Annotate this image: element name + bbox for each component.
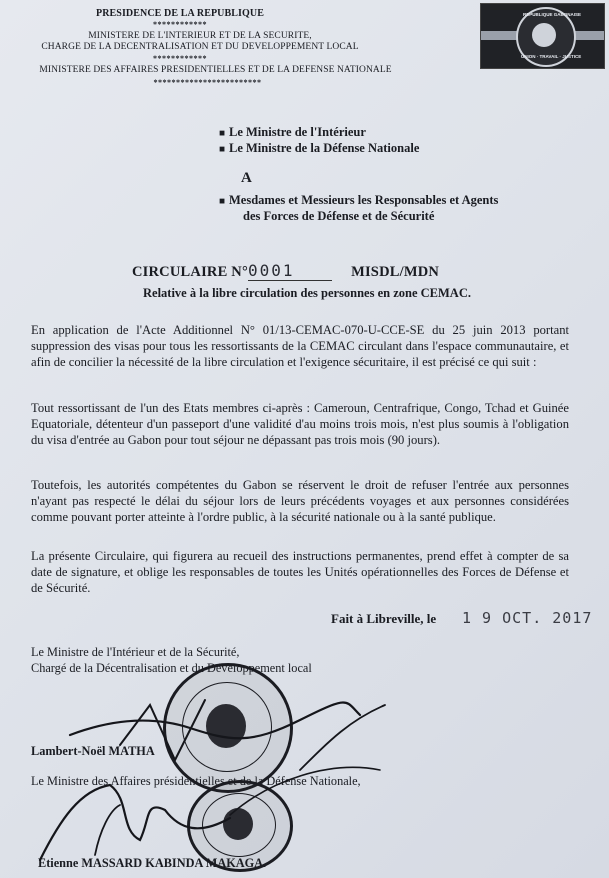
- circulaire-ref: MISDL/MDN: [351, 264, 440, 280]
- header-stars-3: ************************: [153, 78, 262, 87]
- bullet-icon: ■: [219, 196, 226, 207]
- bullet-icon: ■: [219, 144, 226, 155]
- circulaire-label: CIRCULAIRE N°: [132, 264, 248, 280]
- emblem-top-text: REPUBLIQUE GABONAISE: [523, 12, 582, 17]
- date-stamp: 1 9 OCT. 2017: [462, 609, 593, 627]
- paragraph-1: En application de l'Acte Additionnel N° 01/13-CEMAC-070-U-CCE-SE du 25 juin 2013 portant suppression des visas pour tous les ressortissants de la CEMAC circulant dans l'espace communautaire, et afin de concilier la nécessité de la libre circulation et l'exigence sécuritaire, il est précisé ce qui suit :: [31, 323, 569, 369]
- paragraph-4: La présente Circulaire, qui figurera au recueil des instructions permanentes, prend effet à compter de sa date de signature, et oblige les responsables de toutes les Unités opérationnelles des Forces de Défense et de Sécurité.: [31, 549, 569, 595]
- minister2-name: Etienne MASSARD KABINDA MAKAGA.: [38, 856, 267, 870]
- minister1-title-line2: Chargé de la Décentralisation et du Développement local: [31, 661, 312, 675]
- ministere-interieur-line2: CHARGE DE LA DECENTRALISATION ET DU DEVELOPPEMENT LOCAL: [41, 42, 359, 52]
- circulaire-subject: Relative à la libre circulation des personnes en zone CEMAC.: [143, 286, 471, 300]
- minister1-title-line1: Le Ministre de l'Intérieur et de la Sécurité,: [31, 645, 240, 659]
- header-stars-2: ************: [153, 54, 207, 63]
- minister1-name: Lambert-Noël MATHA: [31, 744, 155, 758]
- paragraph-2: Tout ressortissant de l'un des Etats membres ci-après : Cameroun, Centrafrique, Congo, Tchad et Guinée Equatoriale, détenteur d'un passeport d'une validité d'au moins trois mois, n'est plus soumis à l'obligation du visa d'entrée au Gabon pour tout séjour ne dépassant pas trois mois (90 jours).: [31, 401, 569, 447]
- circulaire-number: 0001: [248, 261, 332, 281]
- emblem-motto: UNION · TRAVAIL · JUSTICE: [521, 54, 582, 59]
- paragraph-3: Toutefois, les autorités compétentes du Gabon se réservent le droit de refuser l'entrée aux personnes n'ayant pas respecté le délai du séjour lors de leurs précédents voyages et aux personnes considérées comme pouvant porter atteinte à l'ordre public, à la sécurité nationale ou à la santé publique.: [31, 478, 569, 524]
- bullet-icon: ■: [219, 128, 226, 139]
- from-minister-interior: ■ Le Ministre de l'Intérieur: [219, 125, 366, 139]
- ministere-defense-line: MINISTERE DES AFFAIRES PRESIDENTIELLES ET DE LA DEFENSE NATIONALE: [39, 65, 392, 75]
- minister2-title: Le Ministre des Affaires présidentielles et de la Défense Nationale,: [31, 774, 361, 788]
- from-minister-defense: ■ Le Ministre de la Défense Nationale: [219, 141, 420, 155]
- ministere-interieur-line1: MINISTERE DE L'INTERIEUR ET DE LA SECURITE,: [88, 31, 312, 41]
- to-forces: des Forces de Défense et de Sécurité: [243, 209, 435, 223]
- addressee-a: A: [241, 170, 252, 186]
- to-responsables: ■ Mesdames et Messieurs les Responsables et Agents: [219, 193, 499, 207]
- presidence-heading: PRESIDENCE DE LA REPUBLIQUE: [95, 8, 264, 19]
- fait-a-libreville: Fait à Libreville, le: [331, 611, 437, 626]
- header-stars-1: ************: [153, 20, 207, 29]
